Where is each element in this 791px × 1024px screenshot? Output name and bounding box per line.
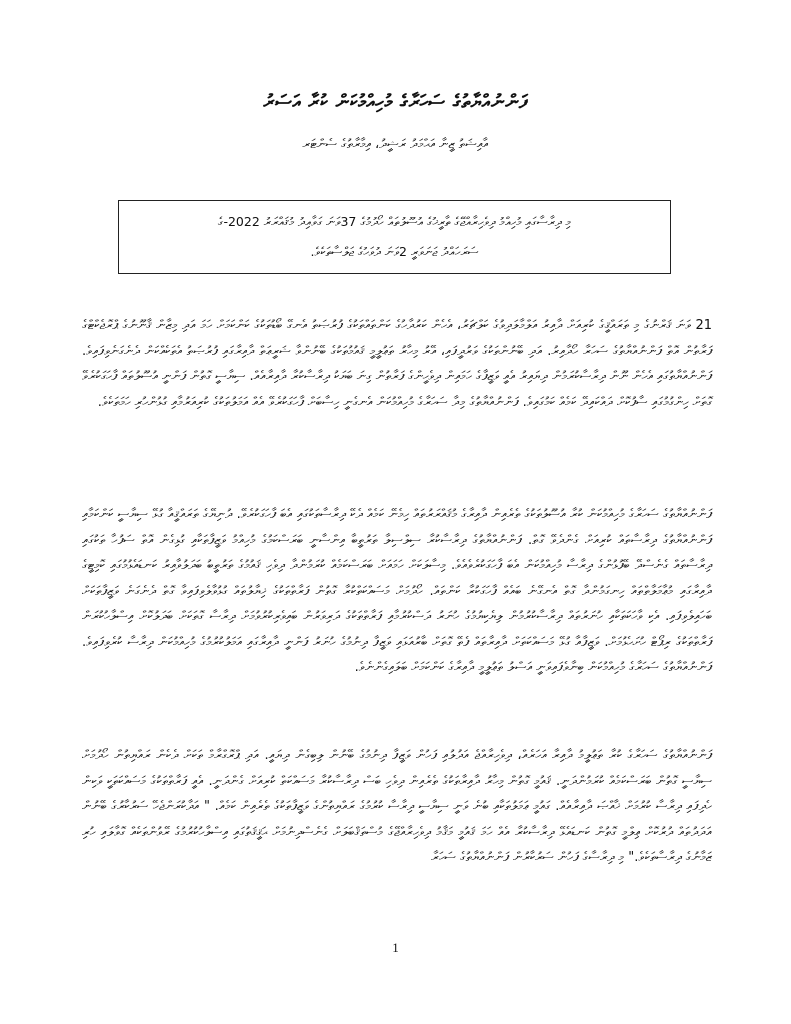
body-paragraph-1: 21 ވަނަ ޤަރްނުގެ މި ތަރައްޤީގެ ކުރިއަށް ދާއިރު އަލްމާލަދިވުގެ ކަލްޗަރު، އެހެން ކަރުދާހުގެ ކަންތައްތަކުގެ ފުރުޞަތު އެނގޭ ބޯޑުތަކުގެ ކަންކަމަށް ހަމަ އަދި މިޒާން ޤާނޫނުގެ ޕްރޮޖެކްޓްގެ ފަރާތުން އޮތް ފަންނުއްޔާތުގެ ސަހަރާ ހޯދާއިރު. އަދި ބޭނުންތަކުގެ ވަރުދީފައި، އޭރު މިހާރު ތަޢުލީމީ ޤައުމުތަކުގެ ބޭނުންވާ ޝަރީޢަތް ދާއިރާގައި ފުރުޞަތު އެތަކެއްކަން ދެނެގަނެވިފައިވެ. ފަންނުއްޔާތުގައި އެހެން ނޫން ދިރާސާކުރަމުން ދިޔައިރު އެއީ ވަޒީފާގެ ހަމައިން ދިވެހީންގެ ފަރާތުން ގިނަ ބަޔަކު ދިރާސާކުރާ ދާއިރާއެއް. ސިޔާސީ ގޮތުން ފަންނީ އުސޫލުތައް ފާހަގަކުރެވޭ ގޮތަށް ހިންގުމުގައި ސާފުކޮށް ދައްކައިދޭ ކަމެއް ކަމުގައިވެ. ފަންނުއްޔާތުގެ މިދާ ސަހަރާގެ މުހިއްމުކަން އެނގެނީ ހިސާބަށް ފާހަގަކުރެވޭ އެއް އަމަލުތަކުގެ ކުރިއަރުމާއި ގުޅުންހުރި ހަމަތަކެވެ. <box>82 318 712 410</box>
body-paragraph-2: ފަންނުއްޔާތުގެ ސަހަރާގެ މުހިއްމުކަން ކުރާ އުސޫލުތަކުގެ ތެރެއިން ދާއިރާގެ މުޤައްރަރުތައް ހިމެނޭ ކަމެއް ދެކޭ ދިރާސާތަކުގައި އެބަ ފާހަގަކުރެވޭ. ދުނިޔޭގެ ތަރައްޤީއާ ގުޅޭ ސިޔާސީ ކަންކަމާއި ފަންނުއްޔާތުގެ ދިރާސާތައް ކުރިއަށް ގެންދެވޭ ގޮތް. ފަންނުއްޔާތުގެ ދިރާސާކުރާ ސިލްސިލާ ތަރުތީބާ އިންސާނީ ބަރަސްކަމުގެ މުހިއްމު ވަޒީފާތަކާއި ގުޅިގެން އޮތް ސަފުހާ ތަކުގައި ދިރާސާތައް ގެނެސްދޭ ބޭފުޅުންގެ ދިރާސާ މުހިއްމުކަން އެބަ ފާހަގަކުރެވެއެވެ. މިސާލަކަށް ހަމައަށް ބަރަސްކަމެއް ކުރަމުންދާ ދިވެހި ޤައުމުގެ ތަރުތީބު ބަދަލުވާއިރު ކަނޑައެޅުމުގައި ކޮމިޓީގެ ދާއިރާގައި މުޢާމަލާތްތައް ހިނގަމުންދާ ގޮތް އެނގޭނެ ބައެއް ފާހަގަކުރާ ކަންތައް. ހޯދުމަށް މަސައްކަތްކުރާ ގޮތުން ފަރާތްތަކުގެ ޚިޔާލުތައް ގުޅުވާލެވިފައިވާ ގޮތް ދެނެގަނެ ވަޒީފާތަކަށް ބަހައިލެވިފައި. އެކި ވާހަކަތަކާއި ހުނަރުތައް ދިރާސާކުރުމުން ލިޔެކިޔުމުގެ ހުނަރު ދަސްކުރުމާއި ފަރާތްތަކުގެ ދަރިވަރުން ބައިވެރިކުރުވުމަށް ދިރާސާ ގޮތަކަށް ބަދަލުކޮށް އިސްލާހުކުރަން ފަރާތްތަކުގެ ރިޕޯޓް ހުށަހެޅުމަށް. ވަޒީފާއާ ގުޅޭ މަސައްކަތަށް ދާއިރާތައް ފެތޭ ގޮތަށް ބާރުއަޅައި ވަޒީފާ ދިނުމުގެ ހުނަރު ފަންނީ ދާއިރާގައި އަމަލުކުރުމުގެ މުހިއްމުކަން ދިރާސާ ކުރެވިފައިވެ. ފަންނުއްޔާތުގެ ސަހަރާގެ މުހިއްމުކަން ބިނާވެފައިވަނީ އަސްލު ތަޢުލީމީ ދާއިރާގެ ކަންކަމަށް ބަލައިގެންނެވެ. <box>82 507 712 675</box>
abstract-box <box>118 200 671 274</box>
abstract-line-1: މި ދިރާސާގައި މުހިއްމު ދިވެހިރާއްޖޭގެ ތާރީޚުގެ އުސޫލުތައް ހޯދުމުގެ 37ވަނަ ގަވާއިދު މުޤައްރަރު 2022-ގެ <box>217 214 572 229</box>
document-title: ފަންނުއްޔާތުގެ ސަހަރާގެ މުހިއްމުކަން ކުރާ އަސަރު <box>263 91 528 113</box>
document-author-affiliation: އާއިޝަތު ޒީނާ އަޙްމަދު ރަޝީދު، އިމާރާތުގެ ސެންޓަރ <box>302 137 489 152</box>
page-number: 1 <box>392 940 399 955</box>
body-paragraph-3: ފަންނުއްޔާތުގެ ސަހަރާގެ ކުރާ ތަޢުލީމު ދާއިރާ އަހަރެއް، ދިވެހިރާއްޖެ އަދުލުއި ފަހުން ވަޒީފާ ދިނުމުގެ ބޭނުން ލިބިގެން ދިޔައީ. އަދި ޕްރޮގްރާމް ތަކަށް ދެކެން ރައްޔިތުން ހޯދުމަށް ސިޔާސީ ގޮތުން ބަރަސްކަމެއް ކުރަމުންދަނީ. ޤައުމީ ގޮތުން މިހާރު ދާއިރާތަކުގެ ތެރެއިން ދިވެހި ބަސް ދިރާސާކުރާ މަސައްކަތް ކުރިއަށް ގެންދަނީ. އެއީ ފަރާތްތަކުގެ މަސައްކަތަކީ ވަކިން ހެދިފައި ދިރާސާ ކުރުމަށް ޚާއްޞަ ދާއިރާއެއް. ގައުމީ ޢަމަލުތަކާއި ބުނެ ވަނީ ސިޔާސީ ދިރާސާ ކުރުމުގެ ރައްޔިތުންގެ ވަޒީފާތަކުގެ ތެރެއިން ކަމެއް. " އަދާކުރަންޖެހޭ ސަރުކާރުގެ ބޭނުން އަދަދުތައް ދުރުކޮށް ޢިލްމީ ގޮތުން ކަނޑައެޅޭ ދިރާސާކުރާ އެއް ހަމަ ޤައުމީ މަޤާމު ދިވެހިރާއްޖޭގެ މުސްތަޤްބަލަށް ގެނެސްދިނުމަށް ޙަޤީޤަތުގައި އިސްލާހުކުރުމުގެ ރޭވުންތަކެއް ގޮވާލައި ހުރި ޒަމާނުގެ ދިރާސާތަކެވެ." މި ދިރާސާގެ ފަހުން ސަރުކާރުން ފަންނުއްޔާތުގެ ސަހަރާ <box>82 748 712 865</box>
abstract-line-2: ސަރަހައްދު ޖަނަވަރީ 2ވަނަ ދުވަހުގެ ޖަލްސާތަކެވެ. <box>310 244 479 259</box>
